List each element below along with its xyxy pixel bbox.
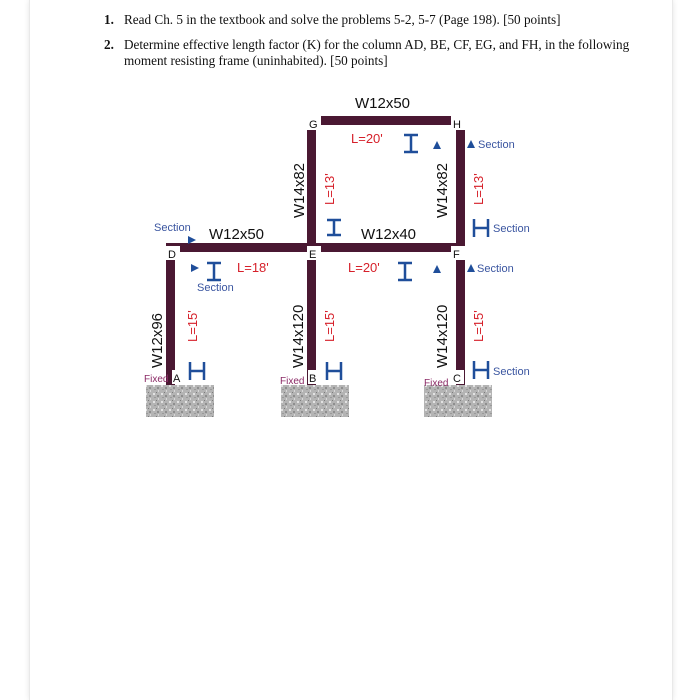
h-section-icon [474,219,488,237]
beam-ef-section: W12x40 [361,226,417,243]
column-cf-section: W14x120 [434,304,451,368]
length-ad: L=15' [185,310,200,342]
length-be: L=15' [322,310,337,342]
length-fh: L=13' [471,173,486,205]
beam-de-section: W12x50 [209,226,265,243]
section-label-de: Section [197,282,234,294]
question-2-number: 2. [104,37,114,52]
h-section-icon [327,362,341,380]
question-1-number: 1. [104,12,114,27]
length-eg: L=13' [322,173,337,205]
node-f: F [453,249,460,261]
section-label-cf: Section [477,263,514,275]
section-arrow-icon [191,264,199,272]
column-ad [166,243,175,385]
length-de: L=18' [237,260,269,275]
foundation-b [281,385,349,417]
i-section-icon [327,220,341,235]
support-label-b: Fixed [280,376,305,387]
length-gh: L=20' [351,131,383,146]
column-eg-section: W14x82 [291,162,308,218]
node-a: A [173,373,181,385]
h-section-icon [474,361,488,379]
column-be [307,243,316,385]
section-label-fh: Section [478,139,515,151]
length-ef: L=20' [348,260,380,275]
section-label-c: Section [493,366,530,378]
node-c: C [453,373,461,385]
node-b: B [309,373,317,385]
length-cf: L=15' [471,310,486,342]
section-label-f-column: Section [493,223,530,235]
section-label-d: Section [154,222,191,234]
section-arrow-icon [433,141,441,149]
i-section-icon [207,263,221,280]
beam-gh [307,116,465,125]
node-e: E [309,249,317,261]
section-arrow-icon [467,140,475,148]
node-g: G [309,119,318,131]
section-arrow-icon [467,264,475,272]
node-d: D [168,249,176,261]
column-fh-section: W14x82 [434,162,451,218]
foundation-a [146,385,214,417]
foundation-c [424,385,492,417]
column-be-section: W14x120 [290,304,307,368]
column-ad-section: W12x96 [149,312,166,368]
question-1-text: Read Ch. 5 in the textbook and solve the problems 5-2, 5-7 (Page 198). [50 points] [124,12,561,27]
question-2-text: Determine effective length factor (K) for the column AD, BE, CF, EG, and FH, in the following moment resisting frame (uninhabited). [50 points] [124,37,630,68]
i-section-icon [404,135,418,152]
column-cf [456,243,465,385]
column-eg [307,116,316,246]
h-section-icon [190,362,204,380]
beam-gh-section: W12x50 [355,95,411,112]
i-section-icon [398,263,412,280]
section-arrow-icon [188,236,196,244]
column-fh [456,116,465,246]
node-h: H [453,119,461,131]
support-label-c: Fixed [424,378,449,389]
support-label-a: Fixed [144,374,169,385]
section-arrow-icon [433,265,441,273]
